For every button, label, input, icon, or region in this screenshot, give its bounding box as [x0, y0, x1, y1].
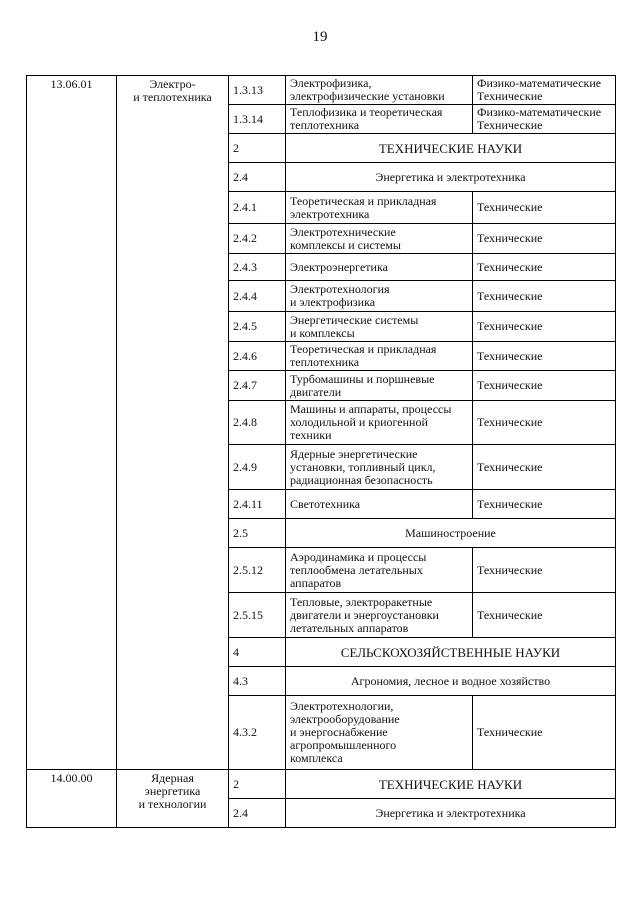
- science-branch: [473, 593, 616, 638]
- specialty-code: 2.4.7: [229, 371, 286, 401]
- cell-line: Технические: [477, 200, 543, 214]
- cell-line: Технические: [477, 259, 543, 274]
- science-branch: [473, 371, 616, 401]
- cell-line: летательных аппаратов: [290, 620, 409, 635]
- cell-line: Электротехнология: [290, 282, 390, 296]
- subsection-title: Машиностроение: [286, 519, 616, 548]
- cell-line: Технические: [477, 725, 543, 739]
- cell-line: техники: [290, 428, 332, 442]
- specialty-code: 2.4.11: [229, 490, 286, 519]
- science-branch: [473, 254, 616, 281]
- cell-line: Электроэнергетика: [290, 259, 388, 274]
- specialty-name: [286, 76, 473, 105]
- cell-line: Технические: [477, 118, 543, 132]
- specialty-code: 2.4.9: [229, 445, 286, 490]
- science-branch: [473, 281, 616, 312]
- cell-line: Аэродинамика и процессы: [290, 549, 427, 564]
- specialty-code: 2.4: [229, 163, 286, 192]
- cell-line: Технические: [477, 496, 543, 511]
- subsection-title: Агрономия, лесное и водное хозяйство: [286, 667, 616, 696]
- science-branch: [473, 312, 616, 342]
- cell-line: электрофизические установки: [290, 89, 445, 103]
- group-code: 13.06.01: [27, 76, 117, 770]
- specialty-name: [286, 593, 473, 638]
- page-number: 19: [312, 29, 328, 45]
- cell-line: Технические: [477, 607, 543, 622]
- science-branch: [473, 548, 616, 593]
- specialty-code: 2: [229, 770, 286, 799]
- subsection-title: Энергетика и электротехника: [286, 799, 616, 828]
- cell-line: радиационная безопасность: [290, 472, 433, 487]
- cell-line: Турбомашины и поршневые: [290, 371, 435, 386]
- specialty-name: [286, 342, 473, 371]
- cell-line: Технические: [477, 378, 543, 392]
- specialty-code: 2.4.8: [229, 401, 286, 445]
- specialty-code: 1.3.14: [229, 105, 286, 134]
- science-branch: [473, 696, 616, 770]
- subsection-title: Энергетика и электротехника: [286, 163, 616, 192]
- science-branch: [473, 342, 616, 371]
- specialty-name: [286, 192, 473, 224]
- cell-line: Электрофизика,: [290, 76, 372, 90]
- table-row: [27, 76, 616, 105]
- cell-line: Физико-математические: [477, 105, 602, 119]
- group-code: 14.00.00: [27, 770, 117, 828]
- group-name: [117, 76, 229, 770]
- cell-line: Технические: [477, 319, 543, 333]
- cell-line: Энергетические системы: [290, 312, 419, 327]
- science-branch: [473, 192, 616, 224]
- specialty-code: 2.4.6: [229, 342, 286, 371]
- specialty-code: 2.4.5: [229, 312, 286, 342]
- cell-line: электрооборудование: [290, 712, 400, 726]
- cell-line: Ядерная: [151, 771, 194, 785]
- science-branch: [473, 401, 616, 445]
- section-title: ТЕХНИЧЕСКИЕ НАУКИ: [286, 770, 616, 799]
- specialty-code: 2.4.3: [229, 254, 286, 281]
- cell-line: и энергоснабжение: [290, 725, 388, 739]
- cell-line: и комплексы: [290, 325, 355, 340]
- cell-line: Электротехнические: [290, 224, 396, 239]
- specialty-name: [286, 371, 473, 401]
- cell-line: теплотехника: [290, 355, 360, 369]
- science-branch: [473, 76, 616, 105]
- science-branch: [473, 224, 616, 254]
- cell-line: Технические: [477, 231, 543, 245]
- cell-line: Машины и аппараты, процессы: [290, 402, 452, 416]
- cell-line: Технические: [477, 288, 543, 303]
- cell-line: Ядерные энергетические: [290, 446, 418, 461]
- specialty-name: [286, 312, 473, 342]
- cell-line: Физико-математические: [477, 76, 602, 90]
- specialty-name: [286, 696, 473, 770]
- specialty-code: 4.3: [229, 667, 286, 696]
- cell-line: Светотехника: [290, 496, 361, 511]
- specialty-code: 2.5: [229, 519, 286, 548]
- specialty-name: [286, 401, 473, 445]
- cell-line: двигатели: [290, 384, 342, 399]
- cell-line: комплексы и системы: [290, 237, 401, 252]
- cell-line: установки, топливный цикл,: [290, 459, 436, 474]
- cell-line: Теплофизика и теоретическая: [290, 105, 443, 119]
- specialty-code: 2.5.12: [229, 548, 286, 593]
- cell-line: Тепловые, электроракетные: [290, 594, 433, 609]
- specialty-name: [286, 445, 473, 490]
- specialty-name: [286, 224, 473, 254]
- cell-line: энергетика: [144, 784, 201, 798]
- cell-line: аппаратов: [290, 575, 342, 590]
- cell-line: электротехника: [290, 206, 370, 221]
- cell-line: двигатели и энергоустановки: [290, 607, 439, 622]
- cell-line: Теоретическая и прикладная: [290, 193, 437, 208]
- specialty-code: 2: [229, 134, 286, 163]
- cell-line: Технические: [477, 459, 543, 474]
- specialty-code: 2.4.2: [229, 224, 286, 254]
- cell-line: и технологии: [138, 797, 207, 811]
- specialty-name: [286, 105, 473, 134]
- cell-line: Электротехнологии,: [290, 699, 394, 713]
- specialty-code: 2.4: [229, 799, 286, 828]
- specialty-name: [286, 254, 473, 281]
- science-branch: [473, 445, 616, 490]
- specialty-code: 4.3.2: [229, 696, 286, 770]
- specialty-name: [286, 548, 473, 593]
- cell-line: и электрофизика: [290, 295, 376, 309]
- cell-line: Теоретическая и прикладная: [290, 342, 437, 356]
- specialty-name: [286, 281, 473, 312]
- specialty-code: 4: [229, 638, 286, 667]
- cell-line: Технические: [477, 562, 543, 577]
- cell-line: Технические: [477, 415, 543, 429]
- specialty-code: 2.4.4: [229, 281, 286, 312]
- science-branch: [473, 490, 616, 519]
- specialty-code: 2.4.1: [229, 192, 286, 224]
- cell-line: теплотехника: [290, 118, 360, 132]
- section-title: ТЕХНИЧЕСКИЕ НАУКИ: [286, 134, 616, 163]
- cell-line: холодильной и криогенной: [290, 415, 428, 429]
- section-title: СЕЛЬСКОХОЗЯЙСТВЕННЫЕ НАУКИ: [286, 638, 616, 667]
- cell-line: комплекса: [290, 751, 343, 765]
- cell-line: Технические: [477, 89, 543, 103]
- cell-line: Электро-: [149, 77, 196, 91]
- specialties-table: [26, 75, 616, 828]
- science-branch: [473, 105, 616, 134]
- table-row: [27, 770, 616, 799]
- specialty-name: [286, 490, 473, 519]
- cell-line: агропромышленного: [290, 738, 397, 752]
- specialty-code: 1.3.13: [229, 76, 286, 105]
- cell-line: Технические: [477, 348, 543, 363]
- cell-line: и теплотехника: [133, 90, 212, 104]
- cell-line: теплообмена летательных: [290, 562, 423, 577]
- group-name: [117, 770, 229, 828]
- specialty-code: 2.5.15: [229, 593, 286, 638]
